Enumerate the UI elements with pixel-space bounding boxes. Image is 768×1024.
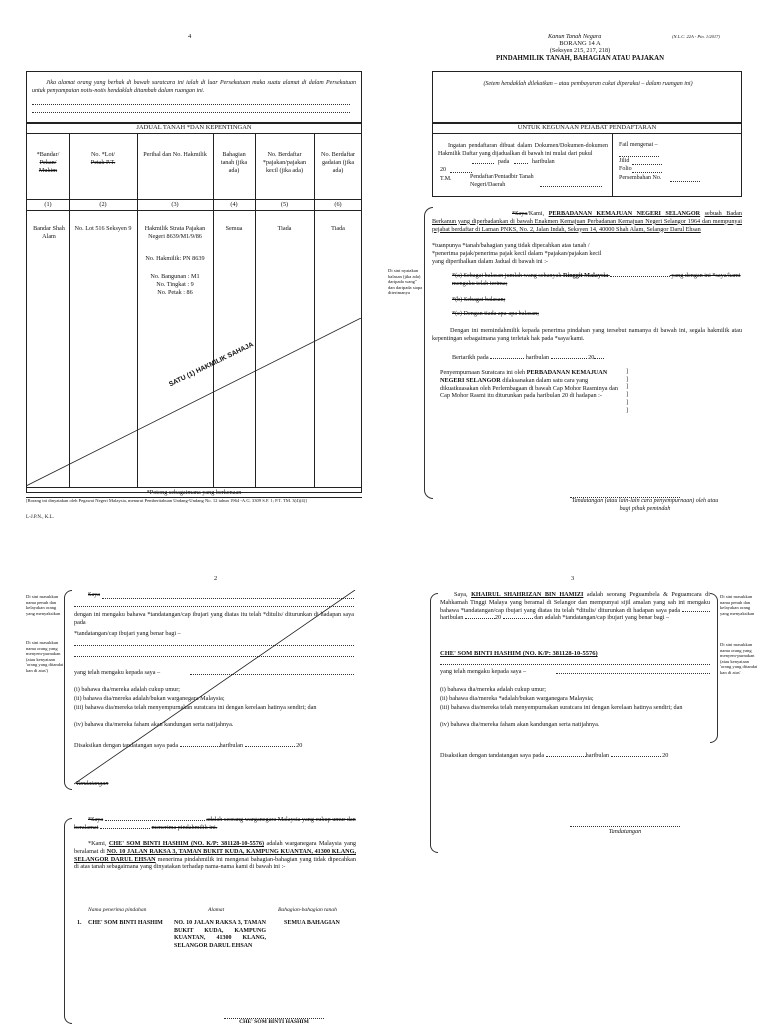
- form-title: PINDAHMILIK TANAH, BAHAGIAN ATAU PAJAKAN: [496, 55, 664, 62]
- print-ref: L-J.P.N., K.L.: [26, 515, 54, 520]
- cell-hakmilik: Hakmilik Strata Pajakan Negeri 8639/M1/9/86: [144, 225, 206, 240]
- brace: [64, 818, 72, 1024]
- diagonal-stamp: SATU (1) HAKMILIK SAHAJA: [168, 341, 255, 389]
- transfer-line-3: *penerima pajak/penerima pajak kecil dalam *pajakan/pajakan kecil: [432, 250, 602, 257]
- form-number: BORANG 14 A: [559, 40, 601, 47]
- col-name-header: Nama penerima pindahan: [88, 907, 147, 913]
- cell-petak: No. Petak : 86: [157, 289, 193, 296]
- office-signature-line[interactable]: [540, 186, 602, 187]
- declaration-item: (i) bahawa dia/mereka adalah cukup umur;: [440, 686, 547, 693]
- cell-bangunan: No. Bangunan : M1: [150, 273, 200, 280]
- transferor-name: PERBADANAN KEMAJUAN NEGERI SELANGOR: [548, 210, 701, 217]
- witness-date: Disaksikan dengan tandatangan saya pada haribulan 20: [74, 742, 303, 749]
- schedule-title: JADUAL TANAH *DAN KEPENTINGAN: [136, 124, 252, 131]
- witness-known: yang telah mengaku kepada saya –: [74, 669, 161, 676]
- cell-bandar: Bandar Shah Alam: [33, 225, 65, 240]
- col-addr-header: Alamat: [208, 907, 225, 913]
- transfer-line-4: yang diperihalkan dalam Jadual di bawah ini :-: [432, 258, 548, 265]
- option-b: *(b) Sebagai balasan;: [452, 296, 506, 303]
- cell-gadaian: Tiada: [331, 225, 345, 232]
- page-number: 3: [571, 575, 575, 582]
- brace: [64, 590, 72, 790]
- act-title: Kanun Tanah Negara: [548, 33, 602, 40]
- entry-number: 1.: [77, 920, 82, 926]
- transfer-date-label: Bertarikh pada haribulan 20: [452, 354, 604, 362]
- address-note: Jika alamat orang yang berhak di bawah suratcara ini ialah di luar Persekutuan maka suatu alamat di dalam Persekutuan untuk penyampaian notis-notis hendaklah ditambah dalam ruangan ini.: [32, 80, 356, 94]
- side-note: Di sini masukkan nama penuh dan kelayakan orang yang menyaksikan: [720, 594, 755, 616]
- lawyer-name: KHAIRUL SHAHRIZAN BIN HAMIZI: [471, 591, 584, 598]
- col-number: (5): [280, 201, 289, 208]
- side-note: Di sini masukkan nama orang yang menyem-purnakan (atau kenyataan 'orang yang ditandai kan di atas'): [26, 640, 64, 673]
- lawyer-witness-date: Disaksikan dengan tandatangan saya pada haribulan 20: [440, 752, 669, 759]
- office-title: UNTUK KEGUNAAN PEJABAT PENDAFTARAN: [517, 124, 657, 131]
- transfer-intro: *Saya/Kami, PERBADANAN KEMAJUAN NEGERI SELANGOR sebuah Badan Berkanun yang diperbadankan di bawah Enakmen Kemajuan Perbadanan Kemajuan Negeri Selangor 1964 dan mempunyai pejabat berdaftar di Laman PNKS, No. 2, Jalan Indah, Seksyen 14, 40000 Shah Alam, Selangor Darul Ehsan: [432, 210, 743, 233]
- header-lot: No. *Lot/ Petak P.T.: [90, 151, 116, 166]
- side-note: Di sini nyatakan balasan (jika ada) daripada wang" dan daripada siapa diterimanya: [388, 268, 423, 295]
- entry-name: CHE' SOM BINTI HASHIM: [88, 920, 163, 926]
- side-note: Di sini masukkan nama orang yang menyem-purnakan (atau kenyataan 'orang yang ditandai kan di atas': [720, 642, 758, 675]
- diagonal-cancel-line: [74, 590, 356, 785]
- brace: [710, 593, 718, 743]
- header-gadaian: No. Berdaftar gadaian (jika ada): [320, 151, 356, 174]
- declaration-item: (i) bahawa dia/mereka adalah cukup umur;: [74, 686, 181, 693]
- declaration-item: (iv) bahawa dia/mereka faham akan kandungan serta natijahnya.: [74, 721, 234, 728]
- col-number: (1): [44, 201, 52, 208]
- col-number: (2): [99, 201, 107, 208]
- header-pajakan: No. Berdaftar *pajakan/pajakan kecil (jika ada): [262, 151, 307, 174]
- cell-hakmilik-no: No. Hakmilik: PN 8639: [145, 255, 205, 262]
- entry-address: NO. 10 JALAN RAKSA 3, TAMAN BUKIT KUDA, KAMPUNG KUANTAN, 41300 KLANG, SELANGOR DARUL EHSAN: [174, 920, 266, 949]
- form-code: (N.L.C. 22A - Pin. 1/2017): [672, 34, 720, 39]
- col-number: (6): [334, 201, 342, 208]
- diagonal-cancel-line: [26, 318, 362, 487]
- cell-bahagian: Semua: [225, 225, 243, 232]
- entry-share: SEMUA BAHAGIAN: [284, 920, 340, 926]
- office-text: Ingatan pendaftaran dibuat dalam Dokumen/Dokumen-dokumen Hakmilik Daftar yang dijadualkan di bawah ini mulai dari pukul: [438, 143, 608, 157]
- page-number: 4: [188, 33, 192, 40]
- transfer-declaration: Dengan ini memindahmilik kepada penerima pindahan yang tersebut namanya di bawah ini, segala hakmilik atau kepentingan sebagaimana yang terletak hak pada *saya/kami.: [432, 327, 742, 342]
- col-number: (3): [171, 201, 179, 208]
- option-a: *(a) Sebagai balasan jumlah wang sebanyak Ringgit Malaysia yang dengan ini *saya/kami mengaku telah terima;: [452, 272, 741, 287]
- recipient-lower: *Saya adalah seorang warganegara Malaysia yang cukup umur dan beralamat menerima pindahmilik ini.: [74, 816, 356, 831]
- witness-text: dengan ini mengaku bahawa *tandatangan/cap ibujari yang diatas itu telah *ditulis/ diturunkan di hadapan saya pada: [74, 611, 354, 626]
- execution-clause: Penyempurnaan Suratcara ini oleh PERBADANAN KEMAJUAN NEGERI SELANGOR dilaksanakan dalam satu cara yang dikuatkuasakan oleh Perlembagaan di bawah Cap Mohor Rasminya dan Cap Mohor Rasmi itu diturunkan pada haribulan 20 di hadapan :-: [440, 369, 619, 400]
- office-signer: Pendaftar/Pentadbir Tanah Negeri/Daerah: [470, 174, 534, 188]
- stamp-note: (Setem hendaklah dilekatkan – atau pembayaran cukai diperakui – dalam ruangan ini): [483, 81, 693, 87]
- lawyer-signature-line[interactable]: [570, 826, 680, 827]
- schedule-footer: *Potong sebagaimana yang berkenaan: [146, 489, 242, 496]
- header-hakmilik: Perihal dan No. Hakmilik: [143, 151, 207, 158]
- print-note: [Borang ini dinyatakan oleh Pegawai Negeri Malaysia, menurut Pemberitahuan Undang-Undang No. 12 tahun 1964 -A.G. 3309 S.F. 1; P.T. TM. 3(4)(4)]: [26, 498, 307, 503]
- transferor-signature-caption: Tandatangan (atau lain-lain cara penyempurnaan) oleh atau bagi pihak pemindah: [571, 498, 719, 512]
- side-note: Di sini masukkan nama penuh dan kelayakan orang yang menyaksikan: [26, 594, 61, 616]
- lawyer-known: yang telah mengaku kepada saya –: [440, 668, 527, 675]
- address-line[interactable]: [32, 104, 350, 105]
- declaration-item: (ii) bahawa dia/mereka adalah/bukan warganegara Malaysia;: [74, 695, 225, 702]
- option-c: *(c) Dengan tiada apa-apa balasan;: [452, 310, 539, 317]
- header-bandar: *Bandar/ Pekan/ Mukim: [36, 151, 60, 174]
- col-number: (4): [230, 201, 238, 208]
- recipient-name: CHE' SOM BINTI HASHIM (NO. K/P: 381128-10-5576): [108, 840, 265, 847]
- stamp-box: [432, 71, 742, 123]
- declaration-item: (iii) bahawa dia/mereka telah menyempurnakan suratcara ini dengan kerelaan hatinya sendiri; dan: [74, 704, 317, 711]
- witness-line-b: *tandatangan/cap ibujari yang benar bagi –: [74, 630, 181, 637]
- signatory-name: CHE' SOM BINTI HASHIM (NO. K/P: 381128-10-5576): [440, 650, 598, 657]
- execution-brackets: ] ] ] ] ] ]: [626, 369, 628, 414]
- lawyer-paragraph: Saya, KHAIRUL SHAHRIZAN BIN HAMIZI adalah seorang Peguambela & Peguamcara di Mahkamah Tinggi Malaya yang beramal di Selangor dan mempunyai sijil amalan yang sah ini mengaku bahawa *tandatangan/cap ibujari yang diatas itu telah *ditulis/ diturunkan di hadapan saya pada haribulan 20 dan adalah *tandatangan/cap ibujari yang benar bagi –: [440, 591, 710, 622]
- declaration-item: (iii) bahawa dia/mereka telah menyempurnakan suratcara ini dengan kerelaan hatinya sendiri; dan: [440, 704, 683, 711]
- declaration-item: (iv) bahawa dia/mereka faham akan kandungan serta natijahnya.: [440, 721, 600, 728]
- cell-pajakan: Tiada: [277, 225, 292, 232]
- witness-saya: Saya: [88, 591, 101, 598]
- brace: [430, 593, 438, 853]
- cell-tingkat: No. Tingkat : 9: [156, 281, 194, 288]
- header-bahagian: Bahagian tanah (jika ada): [220, 151, 248, 174]
- page-number: 2: [214, 575, 218, 582]
- transfer-line-2: *tuanpunya *tanah/bahagian yang tidak dipecahkan atas tanah /: [432, 242, 590, 249]
- form-section: (Seksyen 215, 217, 218): [549, 47, 611, 54]
- declaration-item: (ii) bahawa dia/mereka *adalah/bukan warganegara Malaysia;: [440, 695, 594, 702]
- cell-lot: No. Lot 516 Seksyen 9: [74, 225, 132, 232]
- witness-signature-caption: Tandatangan: [76, 780, 109, 787]
- col-share-header: Bahagian-bahagian tanah: [278, 907, 337, 913]
- recipient-signature-name: CHE' SOM BINTI HASHIM: [239, 1019, 309, 1024]
- address-line[interactable]: [32, 112, 350, 113]
- address-box: [26, 71, 362, 123]
- recipient-paragraph: *Kami, CHE' SOM BINTI HASHIM (NO. K/P: 381128-10-5576) adalah warganegara Malaysia yang beralamat di NO. 10 JALAN RAKSA 3, TAMAN BUKIT KUDA, KAMPUNG KUANTAN, 41300 KLANG, SELANGOR DARUL EHSAN menerima pindahmilik ini mengenai bahagian-bahagian yang tidak dipecahkan di atas tanah sebagaimana yang dinyatakan terhadap nama-nama kami di bawah ini :-: [74, 840, 357, 871]
- lawyer-signature-caption: Tandatangan: [608, 828, 642, 835]
